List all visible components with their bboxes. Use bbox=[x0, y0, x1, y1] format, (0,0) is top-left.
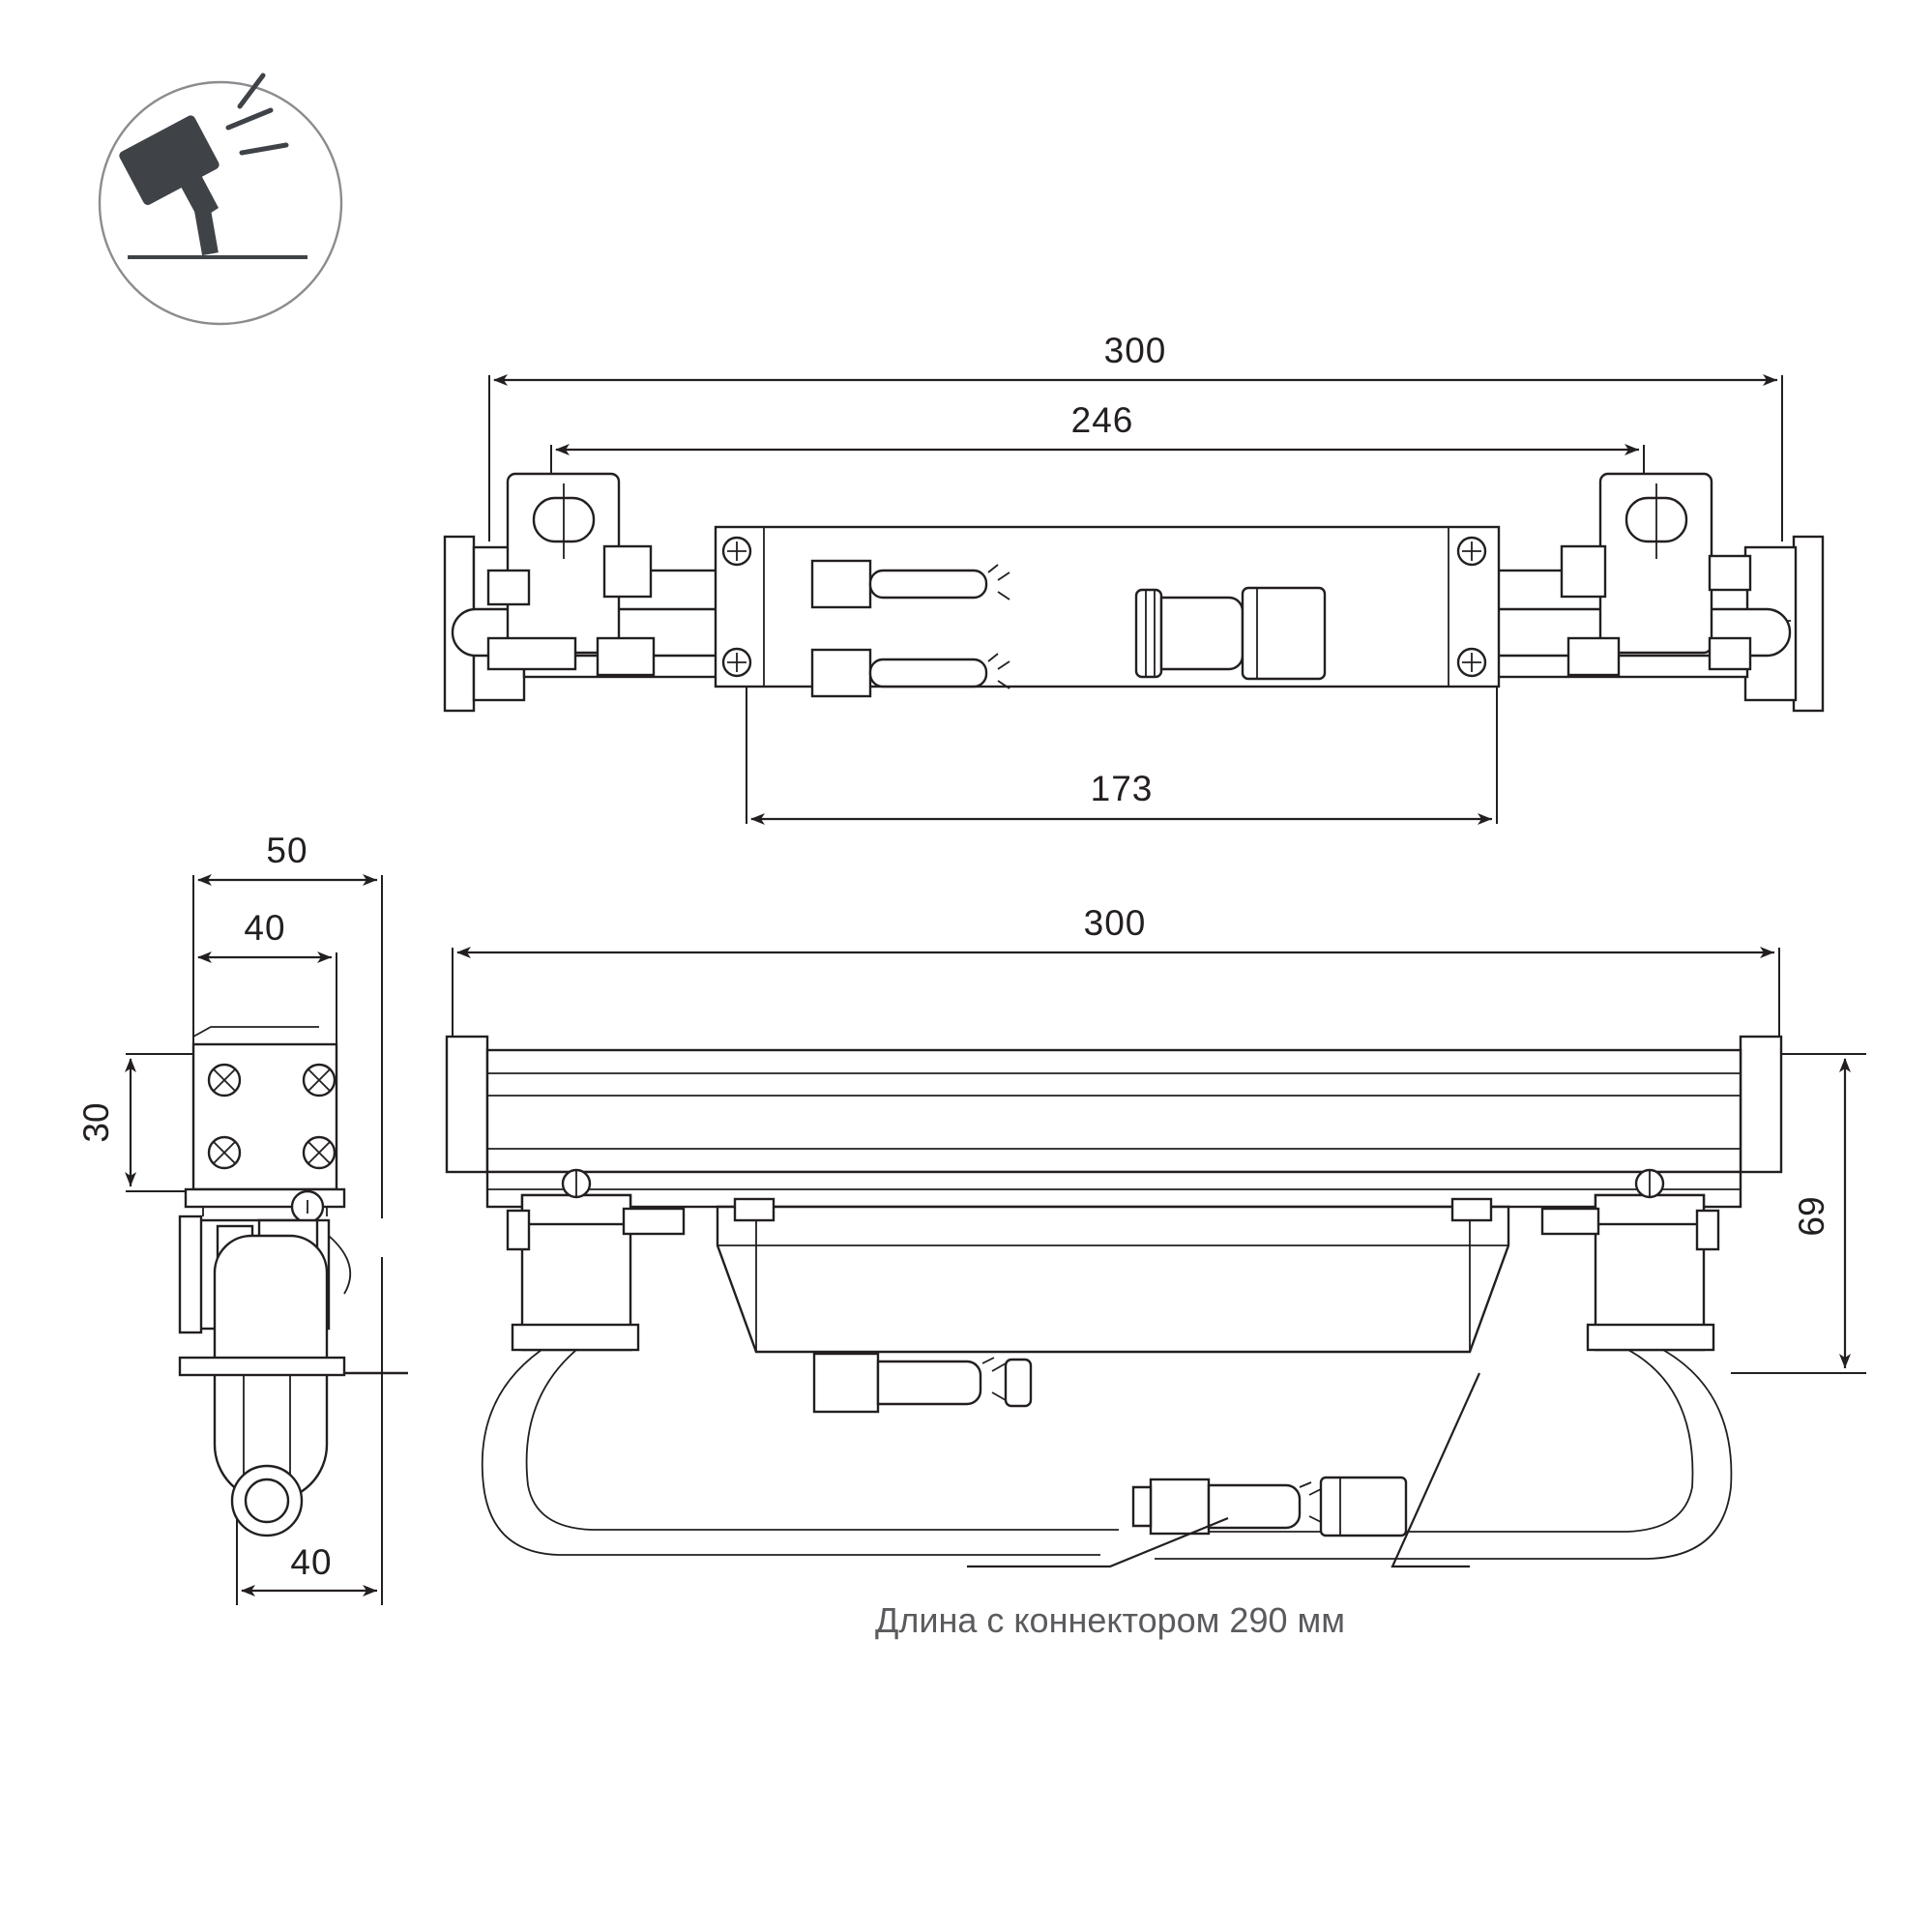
dim-label-side-30: 30 bbox=[76, 1102, 116, 1143]
top-view-dim-300 bbox=[489, 331, 1782, 542]
front-view-dim-300 bbox=[453, 903, 1779, 1049]
dim-label-side-40-bottom: 40 bbox=[290, 1542, 333, 1582]
top-view-bracket-right bbox=[1562, 474, 1750, 675]
side-view-dim-40-top bbox=[193, 908, 337, 1049]
dim-label-front-300: 300 bbox=[1083, 903, 1147, 943]
spotlight-on-stand-icon bbox=[100, 75, 341, 324]
top-view-bracket-left bbox=[488, 474, 654, 675]
side-view bbox=[76, 831, 408, 1605]
top-view bbox=[445, 331, 1823, 824]
front-view bbox=[447, 903, 1866, 1640]
dim-label-top-300: 300 bbox=[1103, 331, 1167, 370]
dim-label-top-173: 173 bbox=[1090, 769, 1154, 808]
top-view-dim-246 bbox=[551, 400, 1644, 547]
top-view-dim-173 bbox=[746, 677, 1497, 824]
dim-label-side-40-top: 40 bbox=[244, 908, 286, 948]
dim-label-top-246: 246 bbox=[1070, 400, 1134, 440]
dim-label-front-69: 69 bbox=[1792, 1196, 1831, 1237]
front-view-cables bbox=[483, 1350, 1732, 1559]
note-leader-lines bbox=[967, 1373, 1479, 1566]
side-view-dim-30 bbox=[76, 1054, 193, 1191]
dim-label-side-50: 50 bbox=[266, 831, 308, 870]
note-cable-length: Длина с коннектором 290 мм bbox=[875, 1600, 1345, 1640]
